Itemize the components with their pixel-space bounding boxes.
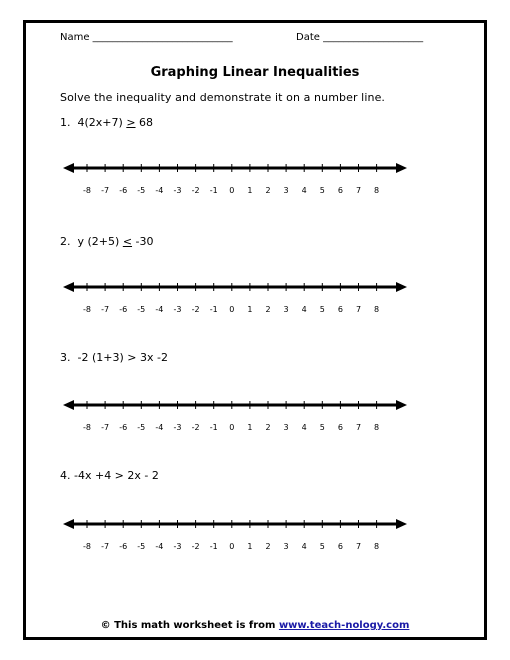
tick-label: 6 xyxy=(337,542,343,551)
inequality-symbol: > xyxy=(126,116,136,129)
left-arrowhead xyxy=(63,400,74,410)
tick-label: -6 xyxy=(119,542,128,551)
tick-label: 2 xyxy=(265,186,271,195)
tick-label: 5 xyxy=(319,186,325,195)
problem-number: 4. xyxy=(60,469,71,482)
tick-label: -7 xyxy=(101,186,110,195)
tick-label: 3 xyxy=(283,423,289,432)
tick-label: 1 xyxy=(247,305,253,314)
tick-label: -5 xyxy=(137,305,146,314)
tick-label: -5 xyxy=(137,542,146,551)
name-field-label: Name ____________________________ xyxy=(60,32,233,43)
number-line-2 xyxy=(59,276,411,316)
left-arrowhead xyxy=(63,163,74,173)
tick-label: 7 xyxy=(355,542,362,551)
website-link[interactable]: www.teach-nology.com xyxy=(278,620,410,631)
tick-label: -2 xyxy=(191,423,200,432)
tick-label: 4 xyxy=(301,186,307,195)
problem-text: -2 (1+3) > 3x -2 xyxy=(77,351,168,364)
tick-label: -6 xyxy=(119,423,128,432)
tick-label: 3 xyxy=(283,542,289,551)
tick-label: -4 xyxy=(155,423,164,432)
tick-label: -3 xyxy=(173,542,182,551)
worksheet-page xyxy=(23,20,487,640)
tick-label: -8 xyxy=(83,305,91,314)
number-line-1 xyxy=(59,157,411,197)
tick-label: 6 xyxy=(337,186,343,195)
tick-label: 0 xyxy=(229,305,235,314)
tick-label: 0 xyxy=(229,542,235,551)
tick-label: -3 xyxy=(173,186,182,195)
tick-label: 1 xyxy=(247,542,253,551)
tick-label: -7 xyxy=(101,542,110,551)
tick-label: 6 xyxy=(337,423,343,432)
tick-label: -2 xyxy=(191,186,200,195)
tick-label: -1 xyxy=(209,305,218,314)
tick-label: 8 xyxy=(374,305,380,314)
tick-label: 8 xyxy=(374,542,380,551)
problem-text: y (2+5) xyxy=(77,235,123,248)
tick-label: 7 xyxy=(355,305,362,314)
tick-label: -6 xyxy=(119,305,128,314)
tick-label: -5 xyxy=(137,423,146,432)
tick-label: -4 xyxy=(155,305,164,314)
problem-number: 3. xyxy=(60,351,71,364)
right-arrowhead xyxy=(396,163,407,173)
problem-4 xyxy=(60,469,159,482)
tick-label: 1 xyxy=(247,423,253,432)
right-arrowhead xyxy=(396,400,407,410)
tick-label: -2 xyxy=(191,305,200,314)
tick-label: -2 xyxy=(191,542,200,551)
tick-label: -8 xyxy=(83,186,91,195)
problem-number: 2. xyxy=(60,235,71,248)
inequality-symbol: < xyxy=(122,235,133,248)
copyright-text: © This math worksheet is from xyxy=(100,620,279,631)
worksheet-header xyxy=(26,32,484,48)
tick-label: -1 xyxy=(209,542,218,551)
problem-text-end: -30 xyxy=(132,235,154,248)
tick-label: -5 xyxy=(137,186,146,195)
tick-label: -1 xyxy=(209,423,218,432)
tick-label: -4 xyxy=(155,186,164,195)
number-line-4 xyxy=(59,513,411,553)
tick-label: 4 xyxy=(301,305,307,314)
problem-text: 4(2x+7) xyxy=(77,116,127,129)
problem-number: 1. xyxy=(60,116,71,129)
tick-label: -7 xyxy=(101,423,110,432)
tick-label: -8 xyxy=(83,423,91,432)
worksheet-title: Graphing Linear Inequalities xyxy=(150,65,360,80)
tick-label: 4 xyxy=(301,423,307,432)
tick-label: 5 xyxy=(319,305,325,314)
worksheet-footer xyxy=(26,620,484,631)
tick-label: 5 xyxy=(319,423,325,432)
tick-label: 7 xyxy=(355,186,362,195)
problem-1 xyxy=(60,116,153,129)
date-field-label: Date ____________________ xyxy=(296,32,424,43)
tick-label: -8 xyxy=(83,542,91,551)
tick-label: -4 xyxy=(155,542,164,551)
tick-label: 3 xyxy=(283,305,289,314)
problem-3 xyxy=(60,351,168,364)
right-arrowhead xyxy=(396,519,407,529)
problem-2 xyxy=(60,235,154,248)
tick-label: -3 xyxy=(173,423,182,432)
tick-label: 6 xyxy=(337,305,343,314)
tick-label: -3 xyxy=(173,305,182,314)
tick-label: -1 xyxy=(209,186,218,195)
tick-label: 2 xyxy=(265,423,271,432)
instructions-text: Solve the inequality and demonstrate it on a number line. xyxy=(60,91,386,104)
right-arrowhead xyxy=(396,282,407,292)
problem-text-end: 68 xyxy=(135,116,154,129)
tick-label: 8 xyxy=(374,423,380,432)
tick-label: -6 xyxy=(119,186,128,195)
tick-label: 7 xyxy=(355,423,362,432)
tick-label: 8 xyxy=(374,186,380,195)
tick-label: 2 xyxy=(265,542,271,551)
left-arrowhead xyxy=(63,519,74,529)
tick-label: 0 xyxy=(229,186,235,195)
tick-label: 0 xyxy=(229,423,235,432)
tick-label: 5 xyxy=(319,542,325,551)
tick-label: 3 xyxy=(283,186,289,195)
tick-label: 2 xyxy=(265,305,271,314)
number-line-3 xyxy=(59,394,411,434)
tick-label: -7 xyxy=(101,305,110,314)
tick-label: 1 xyxy=(247,186,253,195)
left-arrowhead xyxy=(63,282,74,292)
tick-label: 4 xyxy=(301,542,307,551)
problem-text: -4x +4 > 2x - 2 xyxy=(74,469,159,482)
